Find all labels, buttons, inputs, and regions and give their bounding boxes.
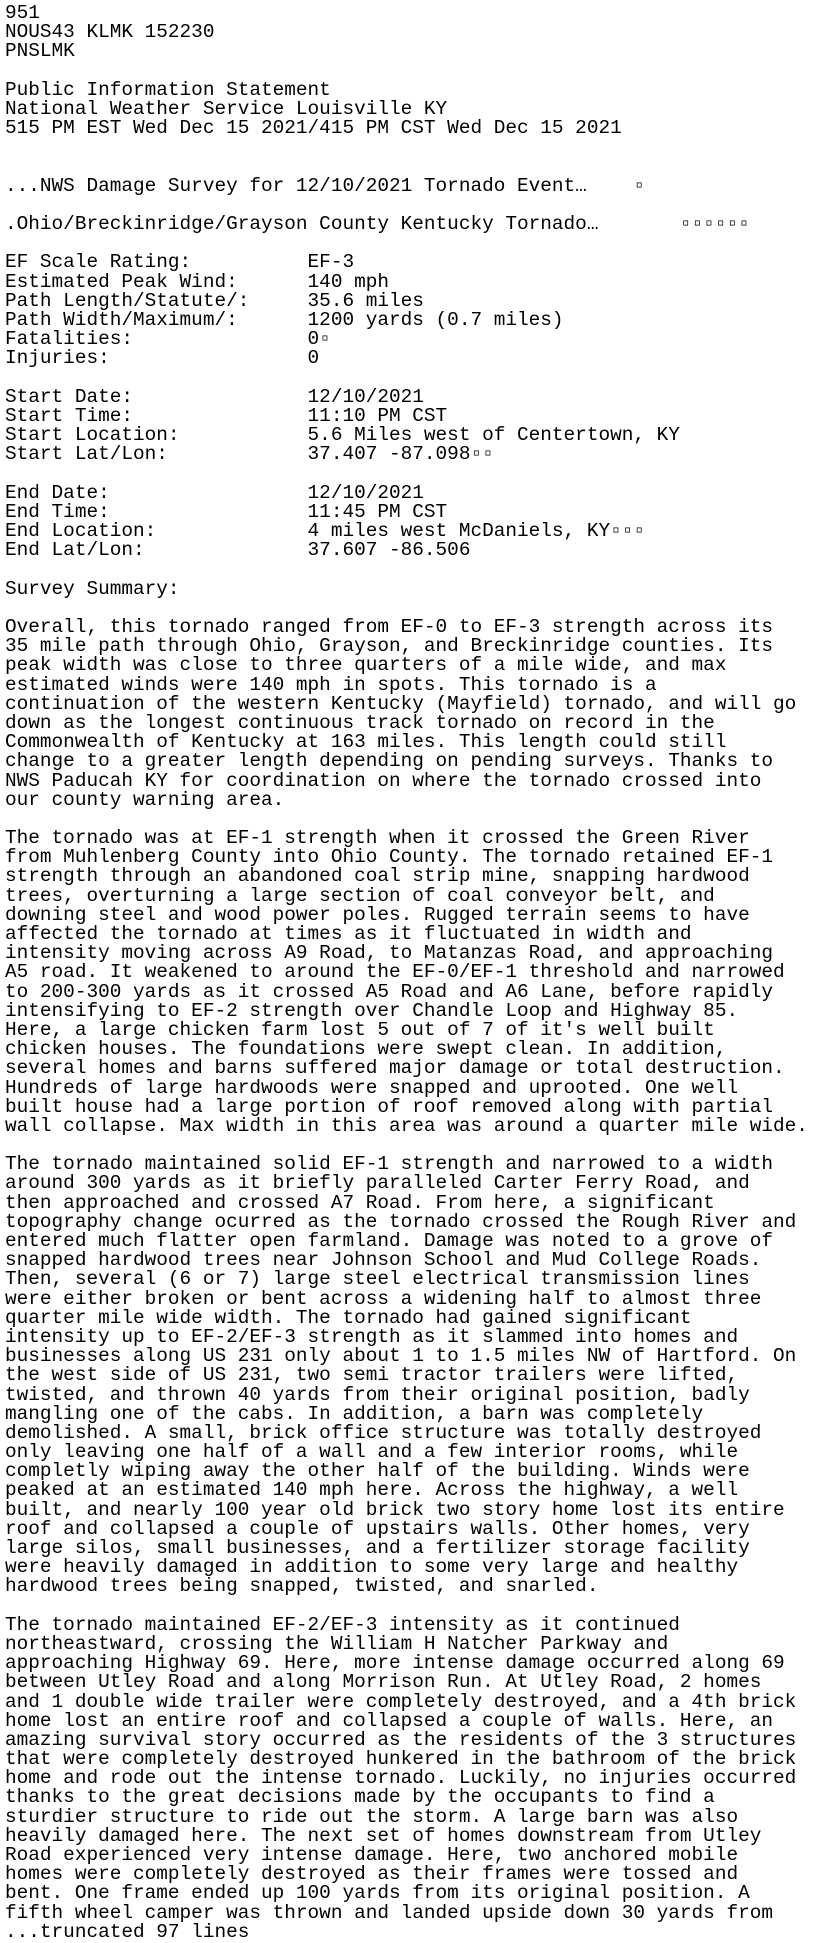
document-line: snapped hardwood trees near Johnson School and Mud College Roads. bbox=[5, 1249, 762, 1272]
document-line: peak width was close to three quarters of a mile wide, and max bbox=[5, 654, 727, 677]
document-line: 951 bbox=[5, 2, 40, 24]
document-line: to 200-300 yards as it crossed A5 Road and A6 Lane, before rapidly bbox=[5, 980, 773, 1003]
document-line: 515 PM EST Wed Dec 15 2021/415 PM CST Wed Dec 15 2021 bbox=[5, 117, 622, 140]
document-line: completly wiping away the other half of the building. Winds were bbox=[5, 1460, 750, 1483]
document-line: estimated winds were 140 mph in spots. This tornado is a bbox=[5, 673, 657, 696]
document-line: quarter mile wide width. The tornado had gained significant bbox=[5, 1306, 692, 1329]
document-line: the west side of US 231, two semi tractor trailers were lifted, bbox=[5, 1364, 739, 1387]
document-line: The tornado maintained solid EF-1 strength and narrowed to a width bbox=[5, 1153, 773, 1176]
document-line: Fatalities: 0▫ bbox=[5, 328, 331, 351]
document-line bbox=[5, 158, 830, 177]
document-line bbox=[5, 465, 830, 484]
document-line: ...NWS Damage Survey for 12/10/2021 Tornado Event… ▫ bbox=[5, 174, 645, 197]
document-line: continuation of the western Kentucky (Mayfield) tornado, and will go bbox=[5, 692, 797, 715]
document-line: roof and collapsed a couple of upstairs walls. Other homes, very bbox=[5, 1517, 750, 1540]
document-line: downing steel and wood power poles. Rugged terrain seems to have bbox=[5, 903, 750, 926]
document-line: thanks to the great decisions made by the occupants to find a bbox=[5, 1786, 715, 1809]
document-line: then approached and crossed A7 Road. From here, a significant bbox=[5, 1191, 715, 1214]
document-line: twisted, and thrown 40 yards from their original position, badly bbox=[5, 1383, 750, 1406]
document-line: sturdier structure to ride out the storm. A large barn was also bbox=[5, 1805, 739, 1828]
document-line bbox=[5, 560, 830, 579]
document-line: Injuries: 0 bbox=[5, 347, 320, 370]
document-line: End Lat/Lon: 37.607 -86.506 bbox=[5, 539, 471, 562]
document-line: Then, several (6 or 7) large steel electrical transmission lines bbox=[5, 1268, 750, 1291]
document-line: The tornado was at EF-1 strength when it crossed the Green River bbox=[5, 827, 750, 850]
document-line bbox=[5, 138, 830, 157]
document-line: PNSLMK bbox=[5, 40, 75, 63]
document-line: Start Lat/Lon: 37.407 -87.098▫▫ bbox=[5, 443, 494, 466]
document-text bbox=[5, 4, 830, 1942]
document-line: strength through an abandoned coal strip mine, snapping hardwood bbox=[5, 865, 750, 888]
document-line: NOUS43 KLMK 152230 bbox=[5, 21, 215, 44]
document-line: wall collapse. Max width in this area was around a quarter mile wide. bbox=[5, 1114, 808, 1137]
document-line: The tornado maintained EF-2/EF-3 intensity as it continued bbox=[5, 1613, 680, 1636]
document-line: End Date: 12/10/2021 bbox=[5, 481, 424, 504]
document-line: heavily damaged here. The next set of homes downstream from Utley bbox=[5, 1824, 762, 1847]
document-line: were either broken or bent across a widening half to almost three bbox=[5, 1287, 762, 1310]
document-line: hardwood trees being snapped, twisted, and snarled. bbox=[5, 1575, 599, 1598]
document-line: Estimated Peak Wind: 140 mph bbox=[5, 270, 389, 293]
document-line: EF Scale Rating: EF-3 bbox=[5, 251, 355, 274]
document-line: were heavily damaged in addition to some very large and healthy bbox=[5, 1556, 739, 1579]
document-line: change to a greater length depending on pending surveys. Thanks to bbox=[5, 750, 773, 773]
document-line: ...truncated 97 lines bbox=[5, 1920, 250, 1943]
document-line: home lost an entire roof and collapsed a couple of walls. Here, an bbox=[5, 1709, 773, 1732]
document-line: Public Information Statement bbox=[5, 78, 331, 101]
document-line bbox=[5, 1597, 830, 1616]
document-line bbox=[5, 62, 830, 81]
document-line: down as the longest continuous track tornado on record in the bbox=[5, 711, 715, 734]
document-line: amazing survival story occurred as the residents of the 3 structures bbox=[5, 1728, 797, 1751]
document-line: Path Length/Statute/: 35.6 miles bbox=[5, 289, 424, 312]
document-line: trees, overturning a large section of coal conveyor belt, and bbox=[5, 884, 715, 907]
document-line: Hundreds of large hardwoods were snapped and uprooted. One well bbox=[5, 1076, 739, 1099]
document-line: between Utley Road and along Morrison Run. At Utley Road, 2 homes bbox=[5, 1671, 762, 1694]
document-line: home and rode out the intense tornado. Luckily, no injuries occurred bbox=[5, 1767, 797, 1790]
document-line: intensity up to EF-2/EF-3 strength as it slammed into homes and bbox=[5, 1325, 739, 1348]
document-line: entered much flatter open farmland. Damage was noted to a grove of bbox=[5, 1230, 773, 1252]
document-line: A5 road. It weakened to around the EF-0/EF-1 threshold and narrowed bbox=[5, 961, 785, 984]
document-line: fifth wheel camper was thrown and landed upside down 30 yards from bbox=[5, 1901, 773, 1924]
document-line: Start Date: 12/10/2021 bbox=[5, 385, 424, 408]
document-line: businesses along US 231 only about 1 to 1.5 miles NW of Hartford. On bbox=[5, 1345, 797, 1368]
document-line: Path Width/Maximum/: 1200 yards (0.7 miles) bbox=[5, 309, 564, 331]
document-line: Overall, this tornado ranged from EF-0 to EF-3 strength across its bbox=[5, 616, 773, 638]
document-line: Survey Summary: bbox=[5, 577, 180, 600]
document-line: demolished. A small, brick office structure was totally destroyed bbox=[5, 1421, 762, 1444]
document-line: peaked at an estimated 140 mph here. Across the highway, a well bbox=[5, 1479, 739, 1502]
document-line: large silos, small businesses, and a fertilizer storage facility bbox=[5, 1537, 750, 1559]
document-line: that were completely destroyed hunkered in the bathroom of the brick bbox=[5, 1748, 797, 1771]
document-line: Road experienced very intense damage. Here, two anchored mobile bbox=[5, 1844, 739, 1866]
document-line: Here, a large chicken farm lost 5 out of 7 of it's well built bbox=[5, 1018, 715, 1041]
document-line: End Location: 4 miles west McDaniels, KY▫▫▫ bbox=[5, 520, 645, 543]
document-line: End Time: 11:45 PM CST bbox=[5, 500, 448, 523]
document-line: .Ohio/Breckinridge/Grayson County Kentucky Tornado… ▫▫▫▫▫▫ bbox=[5, 213, 750, 236]
document-line bbox=[5, 369, 830, 388]
document-line: Commonwealth of Kentucky at 163 miles. This length could still bbox=[5, 731, 727, 754]
document-line: 35 mile path through Ohio, Grayson, and Breckinridge counties. Its bbox=[5, 635, 773, 658]
document-line: only leaving one half of a wall and a few interior rooms, while bbox=[5, 1441, 739, 1464]
document-line: approaching Highway 69. Here, more intense damage occurred along 69 bbox=[5, 1652, 785, 1675]
document-line: built, and nearly 100 year old brick two story home lost its entire bbox=[5, 1498, 785, 1521]
document-line: Start Location: 5.6 Miles west of Centertown, KY bbox=[5, 424, 680, 447]
document-line: affected the tornado at times as it fluctuated in width and bbox=[5, 923, 692, 945]
document-line: intensifying to EF-2 strength over Chandle Loop and Highway 85. bbox=[5, 999, 739, 1022]
document-line: intensity moving across A9 Road, to Matanzas Road, and approaching bbox=[5, 942, 773, 965]
document-line: Start Time: 11:10 PM CST bbox=[5, 404, 448, 427]
document-line: several homes and barns suffered major damage or total destruction. bbox=[5, 1057, 785, 1080]
document-line: built house had a large portion of roof removed along with partial bbox=[5, 1095, 773, 1118]
document-line: around 300 yards as it briefly paralleled Carter Ferry Road, and bbox=[5, 1172, 750, 1195]
document-line: from Muhlenberg County into Ohio County. The tornado retained EF-1 bbox=[5, 846, 773, 869]
document-line: our county warning area. bbox=[5, 788, 285, 811]
document-line: and 1 double wide trailer were completely destroyed, and a 4th brick bbox=[5, 1690, 797, 1713]
document-line: chicken houses. The foundations were swept clean. In addition, bbox=[5, 1038, 727, 1061]
document-line: topography change ocurred as the tornado crossed the Rough River and bbox=[5, 1210, 797, 1233]
document-line: NWS Paducah KY for coordination on where the tornado crossed into bbox=[5, 769, 762, 792]
document-line: bent. One frame ended up 100 yards from its original position. A bbox=[5, 1882, 750, 1905]
document-line: homes were completely destroyed as their frames were tossed and bbox=[5, 1863, 739, 1886]
document-line: northeastward, crossing the William H Natcher Parkway and bbox=[5, 1632, 669, 1655]
document-line: National Weather Service Louisville KY bbox=[5, 97, 448, 120]
document-line: mangling one of the cabs. In addition, a barn was completely bbox=[5, 1402, 704, 1425]
